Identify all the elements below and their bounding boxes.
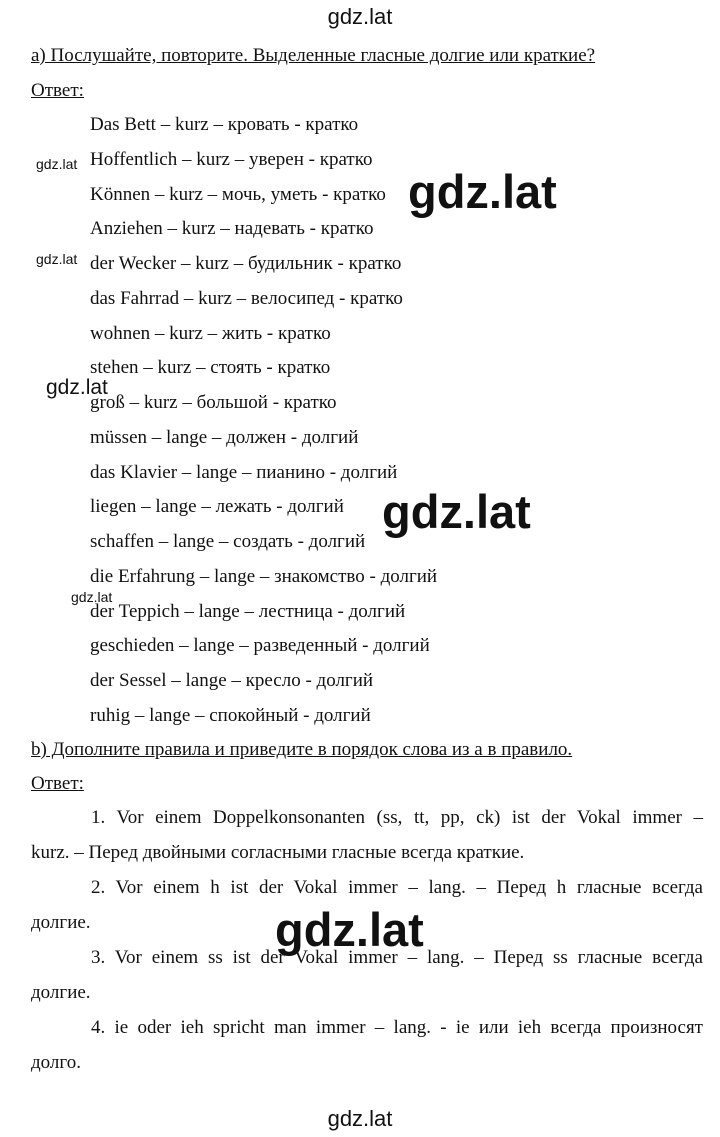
list-item: müssen – lange – должен - долгий (90, 426, 359, 448)
question-a: а) Послушайте, повторите. Выделенные гласные долгие или краткие? (31, 45, 596, 66)
rule-line: 1. Vor einem Doppelkonsonanten (ss, tt, pp, ck) ist der Vokal immer – (91, 807, 703, 828)
list-item: Anziehen – kurz – надевать - кратко (90, 218, 374, 240)
list-item: schaffen – lange – создать - долгий (90, 531, 366, 552)
list-item: wohnen – kurz – жить - кратко (90, 322, 331, 344)
rule-line: 2. Vor einem h ist der Vokal immer – lang. – Перед h гласные всегда (91, 877, 703, 898)
rule-line: долго. (31, 1052, 81, 1073)
list-item: stehen – kurz – стоять - кратко (90, 357, 331, 379)
list-item: der Wecker – kurz – будильник - кратко (90, 253, 402, 274)
list-item: ruhig – lange – спокойный - долгий (90, 704, 371, 726)
watermark: gdz.lat (71, 589, 113, 605)
list-item: die Erfahrung – lange – знакомство - долгий (90, 565, 438, 587)
watermark: gdz.lat (275, 903, 424, 956)
rule-line: долгие. (31, 982, 91, 1003)
watermark: gdz.lat (46, 376, 108, 399)
rule-line: kurz. – Перед двойными согласными гласные всегда краткие. (31, 842, 525, 863)
list-item: der Teppich – lange – лестница - долгий (90, 600, 406, 622)
list-item: das Fahrrad – kurz – велосипед - кратко (90, 287, 403, 309)
watermark: gdz.lat (36, 156, 78, 172)
watermark: gdz.lat (382, 485, 531, 538)
answer-label-b: Ответ: (31, 773, 84, 794)
list-item: liegen – lange – лежать - долгий (90, 496, 344, 518)
list-item: das Klavier – lange – пианино - долгий (90, 461, 398, 483)
header-site-name: gdz.lat (327, 4, 393, 29)
footer-site-name: gdz.lat (327, 1106, 393, 1131)
answer-label-a: Ответ: (31, 80, 84, 101)
rule-line: 4. ie oder ieh spricht man immer – lang. - ie или ieh всегда произносят (91, 1017, 703, 1038)
list-item: Hoffentlich – kurz – уверен - кратко (90, 148, 373, 170)
list-item: geschieden – lange – разведенный - долгий (90, 635, 430, 657)
list-item: Können – kurz – мочь, уметь - кратко (90, 183, 386, 205)
list-item: Das Bett – kurz – кровать - кратко (90, 114, 359, 135)
watermark: gdz.lat (408, 165, 557, 218)
watermark: gdz.lat (36, 251, 78, 267)
rule-paragraph (31, 1010, 703, 1080)
question-b: b) Дополните правила и приведите в порядок слова из а в правило. (31, 739, 573, 760)
list-item: der Sessel – lange – кресло - долгий (90, 670, 374, 691)
rule-paragraph (31, 800, 703, 870)
rule-line: долгие. (31, 912, 91, 933)
list-item: groß – kurz – большой - кратко (90, 392, 337, 413)
rule-line: 3. Vor einem ss ist der Vokal immer – lang. – Перед ss гласные всегда (91, 947, 703, 968)
vocabulary-list (90, 108, 650, 734)
